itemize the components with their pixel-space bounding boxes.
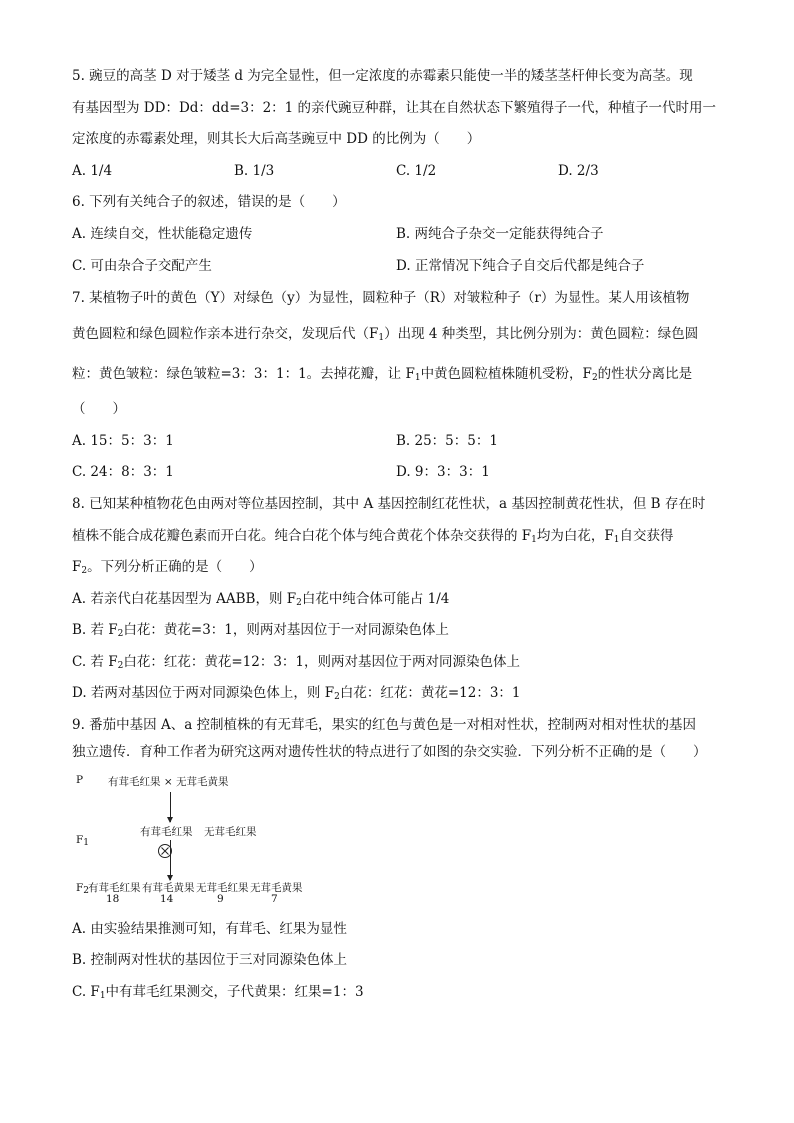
- arrow-down-icon: [170, 792, 171, 822]
- q8-line-2: 植株不能合成花瓣色素而开白花。纯合白花个体与纯合黄花个体杂交获得的 $F_1$均为白花，$F_1$自交获得: [72, 528, 674, 545]
- cross-diagram: [72, 770, 372, 910]
- q9-line-1: 9. 番茄中基因 A、a 控制植株的有无茸毛，果实的红色与黄色是一对相对性状，控制两对相对性状的基因: [72, 717, 697, 733]
- q6-option-c: C. 可由杂合子交配产生: [72, 258, 212, 274]
- q9-option-c: C. $F_1$中有茸毛红果测交，子代黄果：红果=1：3: [72, 984, 364, 1001]
- q5-option-c: C. 1/2: [396, 163, 437, 179]
- q5-line-3: 定浓度的赤霉素处理，则其长大后高茎豌豆中 DD 的比例为（ ）: [72, 131, 481, 147]
- q8-option-a: A. 若亲代白花基因型为 AABB，则 $F_2$白花中纯合体可能占 1/4: [72, 591, 450, 608]
- diagram-parents: 有茸毛红果 × 无茸毛黄果: [108, 776, 229, 788]
- q8-option-b: B. 若 $F_2$白花：黄花=3：1，则两对基因位于一对同源染色体上: [72, 622, 449, 639]
- diagram-f2-label: $F_2$: [76, 882, 90, 896]
- q8-line-3: $F_2$。下列分析正确的是（ ）: [72, 559, 263, 576]
- q7-option-c: C. 24：8：3：1: [72, 464, 174, 480]
- arrow-down-icon: [170, 840, 171, 880]
- diagram-f1-a: 有茸毛红果: [140, 826, 193, 838]
- q6-option-d: D. 正常情况下纯合子自交后代都是纯合子: [396, 258, 645, 274]
- diagram-f2-count-2: 14: [160, 893, 174, 905]
- diagram-p-label: P: [76, 774, 84, 786]
- q8-option-d: D. 若两对基因位于两对同源染色体上，则 $F_2$白花：红花：黄花=12：3：1: [72, 685, 521, 702]
- q7-option-b: B. 25：5：5：1: [396, 433, 498, 449]
- q9-line-2: 独立遗传．育种工作者为研究这两对遗传性状的特点进行了如图的杂交实验．下列分析不正确的是（ ）: [72, 744, 707, 760]
- diagram-f2-count-3: 9: [217, 893, 224, 905]
- diagram-f1-label: $F_1$: [76, 834, 90, 848]
- diagram-f2-count-1: 18: [106, 893, 120, 905]
- diagram-f2-name-3: 无茸毛红果: [196, 882, 249, 894]
- diagram-f2-count-4: 7: [271, 893, 278, 905]
- q9-option-b: B. 控制两对性状的基因位于三对同源染色体上: [72, 952, 348, 968]
- diagram-f2-name-2: 有茸毛黄果: [142, 882, 195, 894]
- q5-line-1: 5. 豌豆的高茎 D 对于矮茎 d 为完全显性，但一定浓度的赤霉素只能使一半的矮茎茎杆伸长变为高茎。现: [72, 68, 693, 84]
- q8-option-c: C. 若 $F_2$白花：红花：黄花=12：3：1，则两对基因位于两对同源染色体上: [72, 654, 520, 671]
- q5-option-a: A. 1/4: [72, 163, 113, 179]
- q6-option-a: A. 连续自交，性状能稳定遗传: [72, 226, 253, 242]
- q5-option-b: B. 1/3: [234, 163, 275, 179]
- q6-line-1: 6. 下列有关纯合子的叙述，错误的是（ ）: [72, 194, 346, 210]
- diagram-f2-name-4: 无茸毛黄果: [250, 882, 303, 894]
- q5-option-d: D. 2/3: [558, 163, 599, 179]
- q9-option-a: A. 由实验结果推测可知，有茸毛、红果为显性: [72, 921, 347, 937]
- q7-line-2: 黄色圆粒和绿色圆粒作亲本进行杂交，发现后代$(F_1)$出现 4 种类型，其比例分别为：黄色圆粒：绿色圆: [72, 326, 699, 343]
- q7-line-4: （ ）: [72, 401, 126, 417]
- q7-line-1: 7. 某植物子叶的黄色（Y）对绿色（y）为显性，圆粒种子（R）对皱粒种子（r）为显性。某人用该植物: [72, 290, 690, 306]
- q7-option-d: D. 9：3：3：1: [396, 464, 490, 480]
- q7-option-a: A. 15：5：3：1: [72, 433, 174, 449]
- q5-line-2: 有基因型为 DD：Dd：dd=3：2：1 的亲代豌豆种群，让其在自然状态下繁殖得子一代，种植子一代时用一: [72, 100, 717, 116]
- diagram-f2-name-1: 有茸毛红果: [88, 882, 141, 894]
- q7-line-3: 粒：黄色皱粒：绿色皱粒=3：3：1：1。去掉花瓣，让 $F_1$中黄色圆粒植株随机受粉，$F_2$的性状分离比是: [72, 366, 693, 383]
- q6-option-b: B. 两纯合子杂交一定能获得纯合子: [396, 226, 604, 242]
- diagram-f1-b: 无茸毛红果: [204, 826, 257, 838]
- q8-line-1: 8. 已知某种植物花色由两对等位基因控制，其中 A 基因控制红花性状，a 基因控制黄花性状，但 B 存在时: [72, 496, 706, 512]
